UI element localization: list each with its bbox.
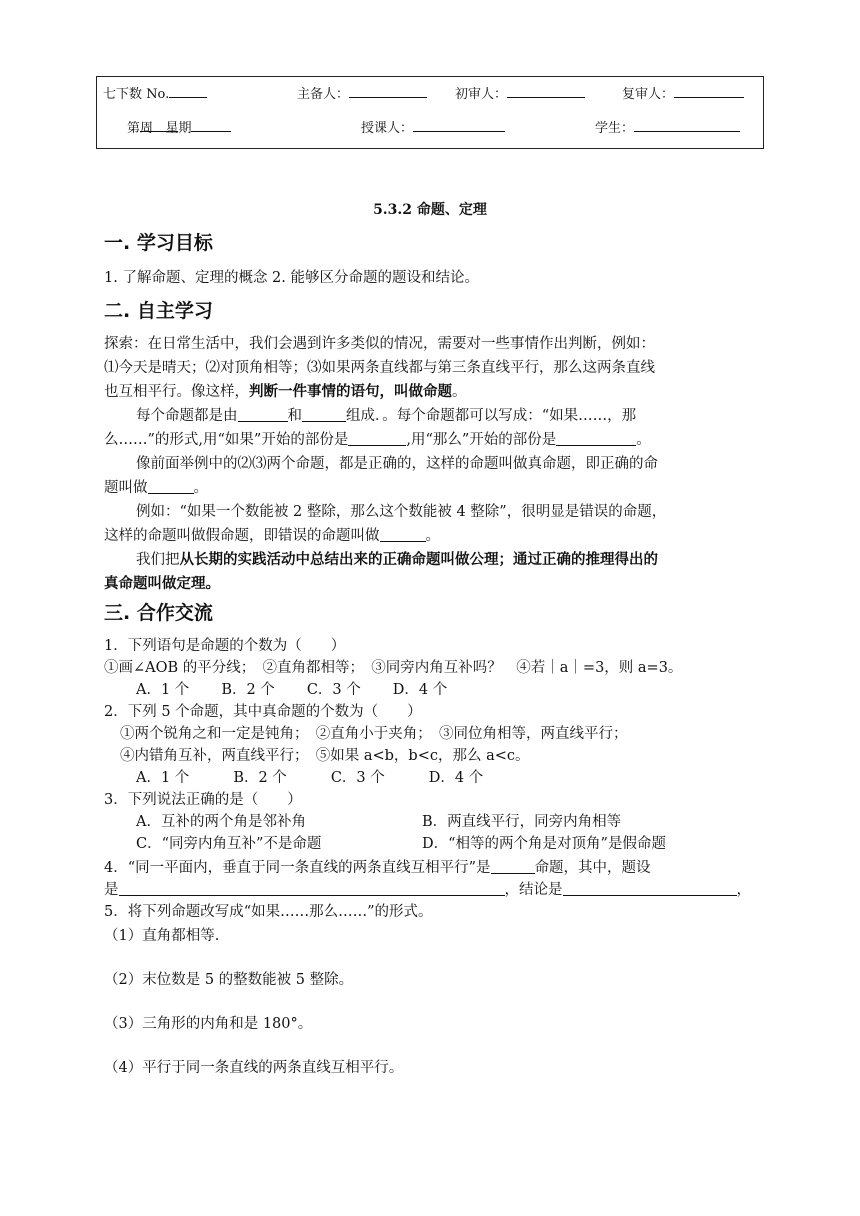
definition-bold: 从长期的实践活动中总结出来的正确命题叫做公理；通过正确的推理得出的 — [179, 551, 658, 568]
text-line: 例如：“如果一个数能被 2 整除，那么这个数能被 4 整除”，很明显是错误的命题， — [136, 504, 667, 520]
question-4-cont — [104, 878, 751, 899]
blank[interactable] — [674, 83, 744, 98]
text: 我们把 — [136, 552, 180, 568]
blank[interactable] — [140, 117, 178, 132]
option-d[interactable]: D．4 个 — [428, 770, 484, 786]
option-b[interactable]: B．两直线平行，同旁内角相等 — [422, 814, 622, 830]
option-d[interactable]: D．4 个 — [392, 682, 448, 698]
blank[interactable] — [563, 881, 737, 896]
text-line — [104, 380, 467, 401]
page-title: 5.3.2 命题、定理 — [373, 202, 487, 218]
blank[interactable] — [507, 83, 585, 98]
teacher-label: 授课人： — [361, 121, 414, 136]
option-a[interactable]: A．1 个 — [136, 682, 190, 698]
blank[interactable] — [348, 431, 406, 446]
text-line: ⑴今天是晴天；⑵对顶角相等；⑶如果两条直线都与第三条直线平行，那么这两条直线 — [104, 360, 655, 376]
text: 这样的命题叫做假命题，即错误的命题叫做 — [104, 528, 380, 544]
blank[interactable] — [556, 431, 636, 446]
second-review-label: 复审人： — [622, 87, 675, 102]
text: 。 — [193, 480, 208, 496]
option-a[interactable]: A．1 个 — [136, 770, 190, 786]
question-2: 2．下列 5 个命题，其中真命题的个数为（ ） — [104, 704, 422, 720]
text: 。 — [452, 384, 467, 400]
section-heading-goals: 一. 学习目标 — [104, 232, 213, 254]
blank[interactable] — [380, 527, 426, 542]
text: 每个命题都是由 — [136, 408, 238, 424]
text-line: 探索：在日常生活中，我们会遇到许多类似的情况，需要对一些事情作出判断，例如： — [104, 336, 655, 352]
student-label: 学生： — [595, 121, 635, 136]
text: 组成．。每个命题都可以写成：“如果……，那 — [346, 408, 637, 424]
text: 。 — [636, 432, 651, 448]
header-preparer — [297, 83, 349, 102]
question-1: 1．下列语句是命题的个数为（ ） — [104, 638, 346, 654]
text-line — [104, 428, 651, 449]
header-first-review — [455, 83, 507, 102]
text: ,用“那么”开始的部份是 — [406, 432, 557, 448]
question-2-statements: ①两个锐角之和一定是钝角； ②直角小于夹角； ③同位角相等，两直线平行； — [120, 726, 628, 742]
option-b[interactable]: B．2 个 — [233, 770, 287, 786]
question-1-statements: ①画∠AOB 的平分线； ②直角都相等； ③同旁内角互补吗？ ④若｜a｜=3，则 a=3。 — [104, 660, 683, 676]
header-box — [96, 76, 764, 149]
text: 也互相平行。像这样， — [104, 384, 249, 400]
text: 是 — [104, 882, 119, 898]
weekday-label: 星期 — [165, 121, 192, 136]
question-1-options — [136, 678, 447, 699]
question-2-statements: ④内错角互补，两直线平行； ⑤如果 a<b，b<c，那么 a<c。 — [120, 748, 530, 764]
blank[interactable] — [169, 83, 207, 98]
text-line: 像前面举例中的⑵⑶两个命题，都是正确的，这样的命题叫做真命题，即正确的命 — [136, 456, 658, 472]
header-week — [127, 117, 191, 136]
question-5: 5．将下列命题改写成“如果……那么……”的形式。 — [104, 904, 433, 920]
text-line — [104, 524, 440, 545]
header-teacher — [361, 117, 413, 136]
text: ， — [736, 882, 751, 898]
text: 命题，其中，题设 — [534, 860, 651, 876]
header-student — [595, 117, 634, 136]
blank[interactable] — [119, 881, 505, 896]
week-label: 第 — [127, 121, 141, 136]
definition-bold: 真命题叫做定理。 — [104, 575, 220, 592]
text-line — [104, 476, 208, 497]
option-b[interactable]: B．2 个 — [221, 682, 275, 698]
preparer-label: 主备人： — [297, 87, 350, 102]
text: 4．“同一平面内，垂直于同一条直线的两条直线互相平行”是 — [104, 860, 491, 876]
blank[interactable] — [148, 479, 194, 494]
blank[interactable] — [634, 117, 740, 132]
text-line — [136, 404, 636, 425]
header-grade — [103, 83, 169, 102]
first-review-label: 初审人： — [455, 87, 508, 102]
header-second-review — [622, 83, 674, 102]
grade-label: 七下数 No. — [103, 87, 170, 102]
text: 么……”的形式,用“如果”开始的部份是 — [104, 432, 349, 448]
question-3: 3．下列说法正确的是（ ） — [104, 792, 302, 808]
text-line — [104, 572, 220, 593]
blank[interactable] — [302, 407, 346, 422]
goals-text: 1. 了解命题、定理的概念 2. 能够区分命题的题设和结论。 — [104, 270, 479, 286]
blank[interactable] — [413, 117, 505, 132]
option-c[interactable]: C．“同旁内角互补”不是命题 — [136, 836, 322, 852]
option-d[interactable]: D．“相等的两个角是对顶角”是假命题 — [422, 836, 666, 852]
section-heading-self-study: 二. 自主学习 — [104, 300, 213, 322]
question-5-item: （3）三角形的内角和是 180°。 — [104, 1016, 313, 1032]
question-5-item: （4）平行于同一条直线的两条直线互相平行。 — [104, 1060, 404, 1076]
text-line — [136, 548, 658, 569]
text: 。 — [425, 528, 440, 544]
question-5-item: （1）直角都相等. — [104, 928, 220, 944]
text: ，结论是 — [504, 882, 563, 898]
blank[interactable] — [238, 407, 288, 422]
blank[interactable] — [491, 859, 535, 874]
question-5-item: （2）末位数是 5 的整数能被 5 整除。 — [104, 972, 354, 988]
question-2-options — [136, 766, 483, 787]
blank[interactable] — [191, 117, 231, 132]
option-c[interactable]: C．3 个 — [330, 770, 385, 786]
week-label-post: 周 — [140, 121, 154, 136]
section-heading-cooperation: 三. 合作交流 — [104, 602, 213, 624]
text: 和 — [287, 408, 302, 424]
blank[interactable] — [349, 83, 427, 98]
text: 题叫做 — [104, 480, 148, 496]
option-c[interactable]: C．3 个 — [306, 682, 361, 698]
definition-bold: 判断一件事情的语句，叫做命题 — [249, 383, 452, 400]
question-4 — [104, 856, 651, 877]
option-a[interactable]: A．互补的两个角是邻补角 — [136, 814, 306, 830]
